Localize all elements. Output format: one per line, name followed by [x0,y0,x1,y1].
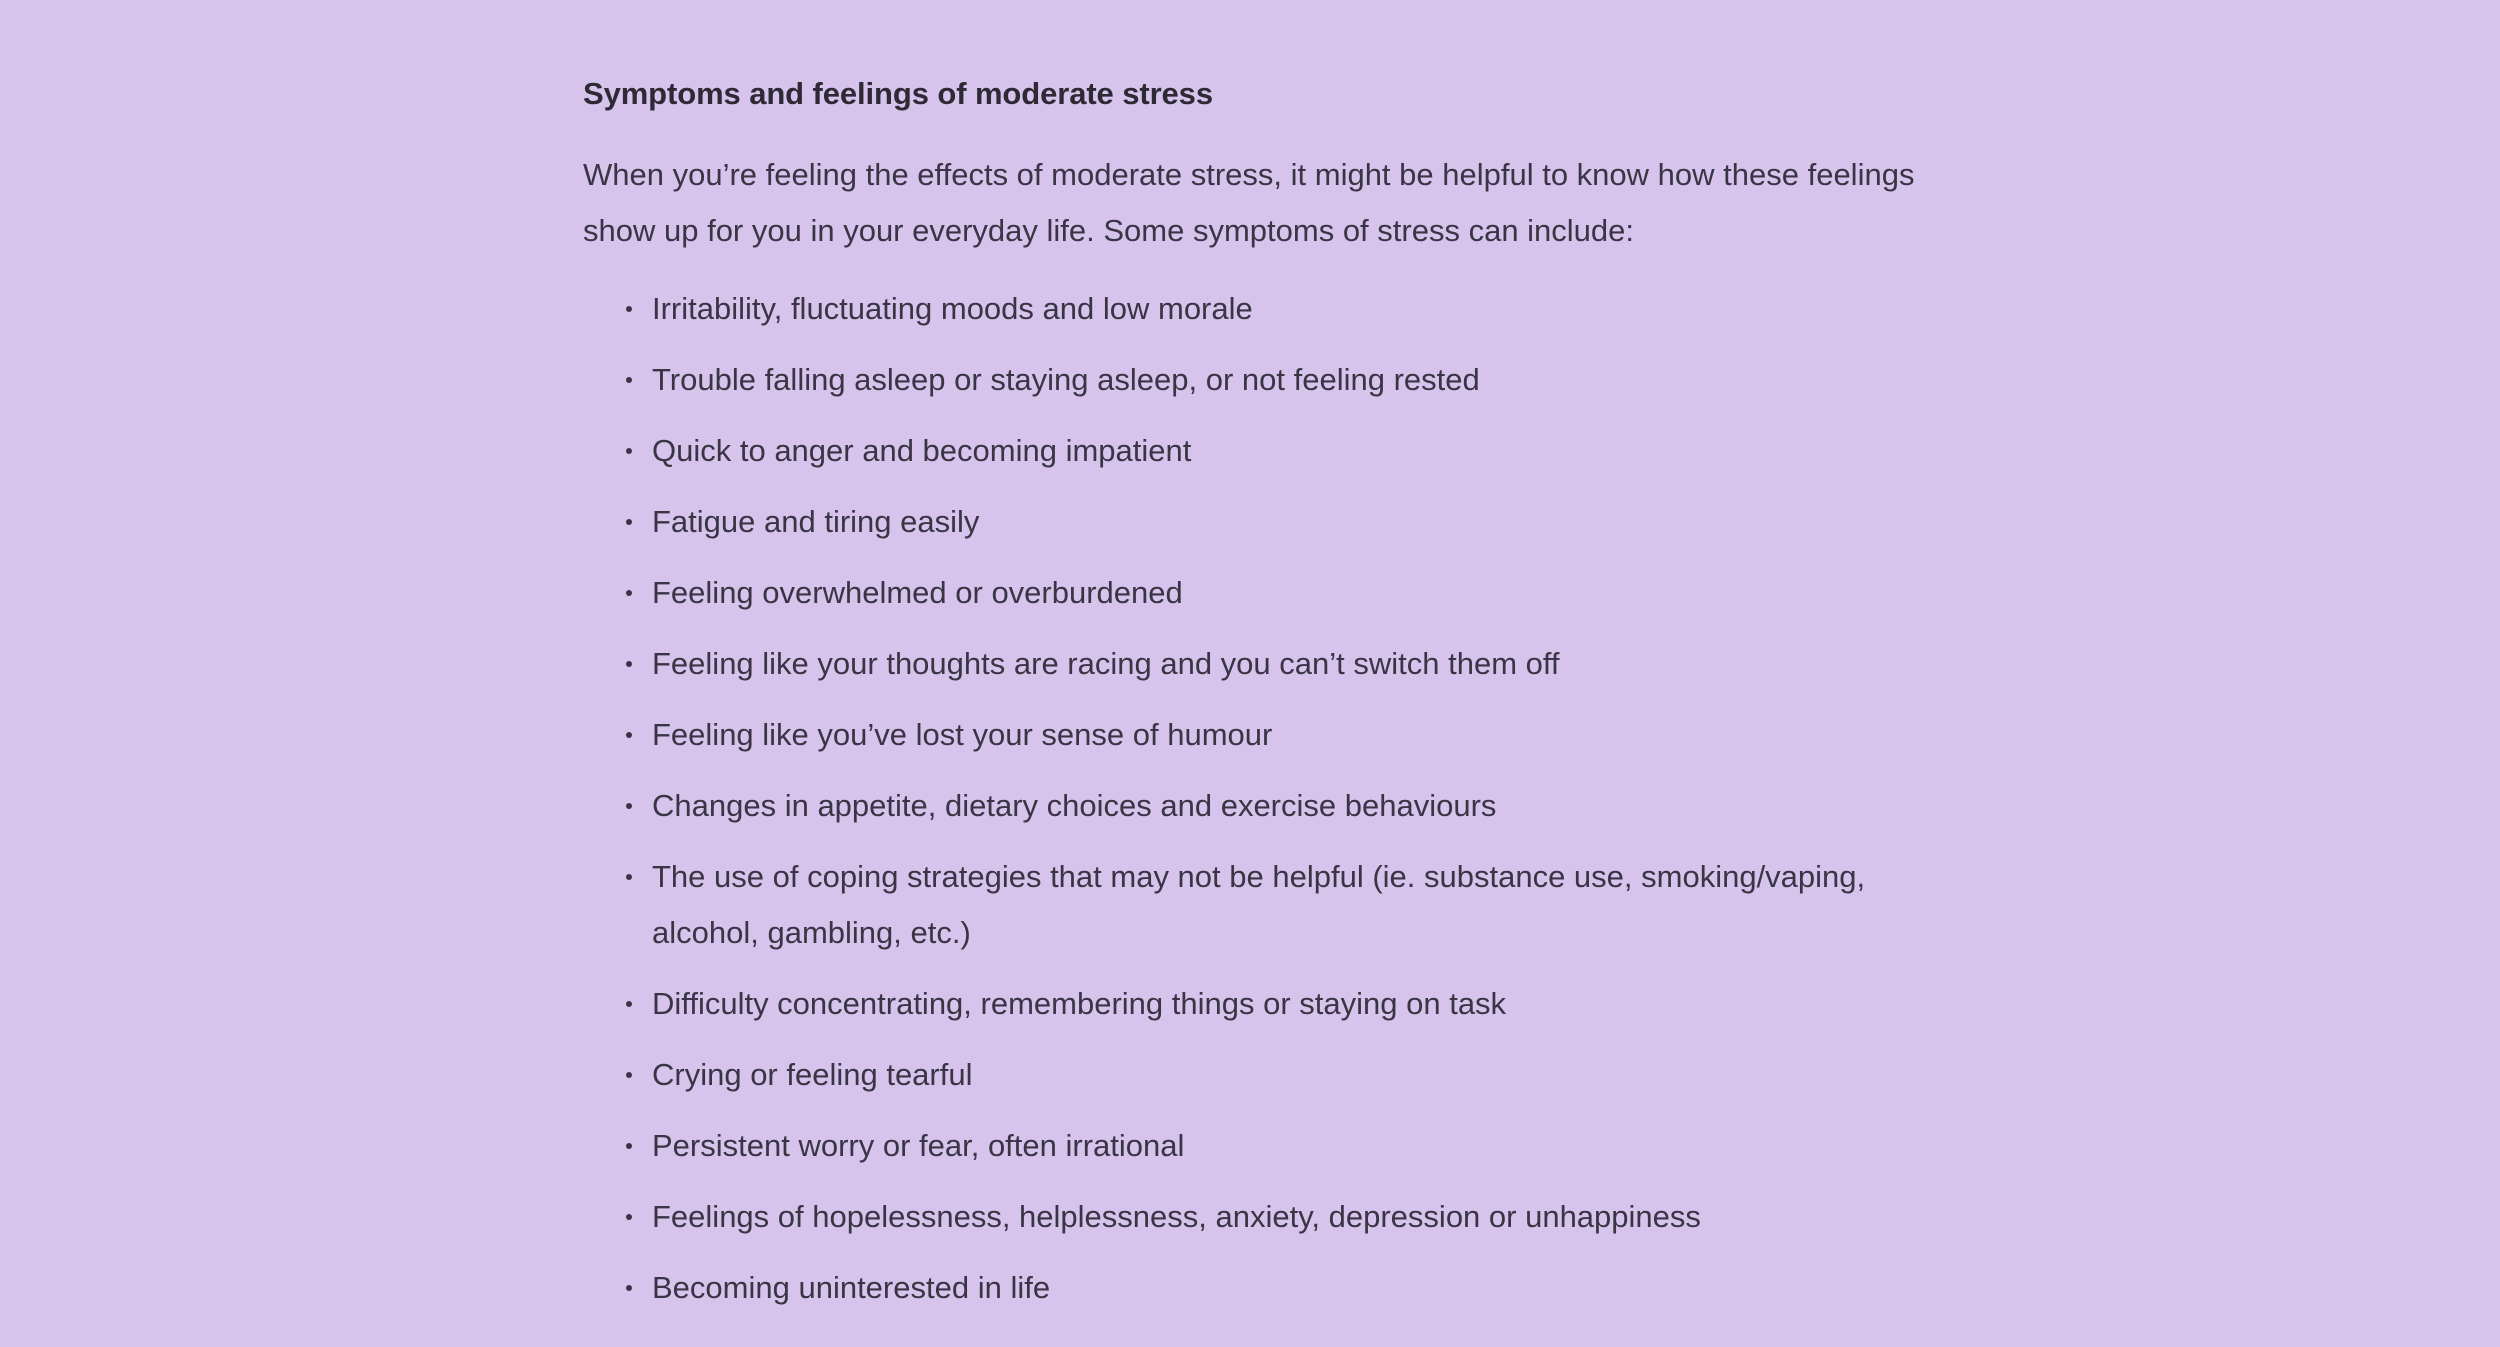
list-item [583,1260,1928,1316]
list-item [583,707,1928,763]
bullet-icon [626,803,632,809]
list-item [583,778,1928,834]
list-item-text: Feeling like you’ve lost your sense of humour [652,717,1273,752]
bullet-icon [626,377,632,383]
list-item-text: Trouble falling asleep or staying asleep, or not feeling rested [652,362,1480,397]
bullet-icon [626,661,632,667]
list-item-text: Difficulty concentrating, remembering things or staying on task [652,986,1507,1021]
bullet-icon [626,874,632,880]
list-item-text: The use of coping strategies that may not be helpful (ie. substance use, smoking/vaping, alcohol, gambling, etc.) [652,859,1866,950]
list-item-text: Irritability, fluctuating moods and low morale [652,291,1253,326]
bullet-icon [626,1001,632,1007]
bullet-icon [626,1143,632,1149]
list-item [583,1047,1928,1103]
list-item-text: Persistent worry or fear, often irrational [652,1128,1185,1163]
list-item [583,636,1928,692]
section-heading: Symptoms and feelings of moderate stress [583,76,1213,111]
list-item [583,1189,1928,1245]
list-item [583,849,1928,961]
list-item-text: Changes in appetite, dietary choices and exercise behaviours [652,788,1497,823]
bullet-icon [626,732,632,738]
intro-paragraph: When you’re feeling the effects of moderate stress, it might be helpful to know how these feelings show up for you in your everyday life. Some symptoms of stress can include: [583,157,1915,248]
list-item [583,352,1928,408]
bullet-icon [626,519,632,525]
list-item-text: Feeling overwhelmed or overburdened [652,575,1183,610]
list-item-text: Feeling like your thoughts are racing and you can’t switch them off [652,646,1560,681]
list-item [583,423,1928,479]
bullet-icon [626,448,632,454]
list-item [583,494,1928,550]
list-item [583,281,1928,337]
bullet-icon [626,590,632,596]
bullet-icon [626,1214,632,1220]
list-item-text: Feelings of hopelessness, helplessness, anxiety, depression or unhappiness [652,1199,1701,1234]
article-section [583,68,1928,1331]
list-item [583,1118,1928,1174]
bullet-icon [626,1072,632,1078]
list-item-text: Crying or feeling tearful [652,1057,973,1092]
bullet-icon [626,1285,632,1291]
list-item [583,976,1928,1032]
symptoms-list [583,281,1928,1316]
list-item-text: Fatigue and tiring easily [652,504,980,539]
list-item [583,565,1928,621]
list-item-text: Becoming uninterested in life [652,1270,1051,1305]
bullet-icon [626,306,632,312]
list-item-text: Quick to anger and becoming impatient [652,433,1192,468]
